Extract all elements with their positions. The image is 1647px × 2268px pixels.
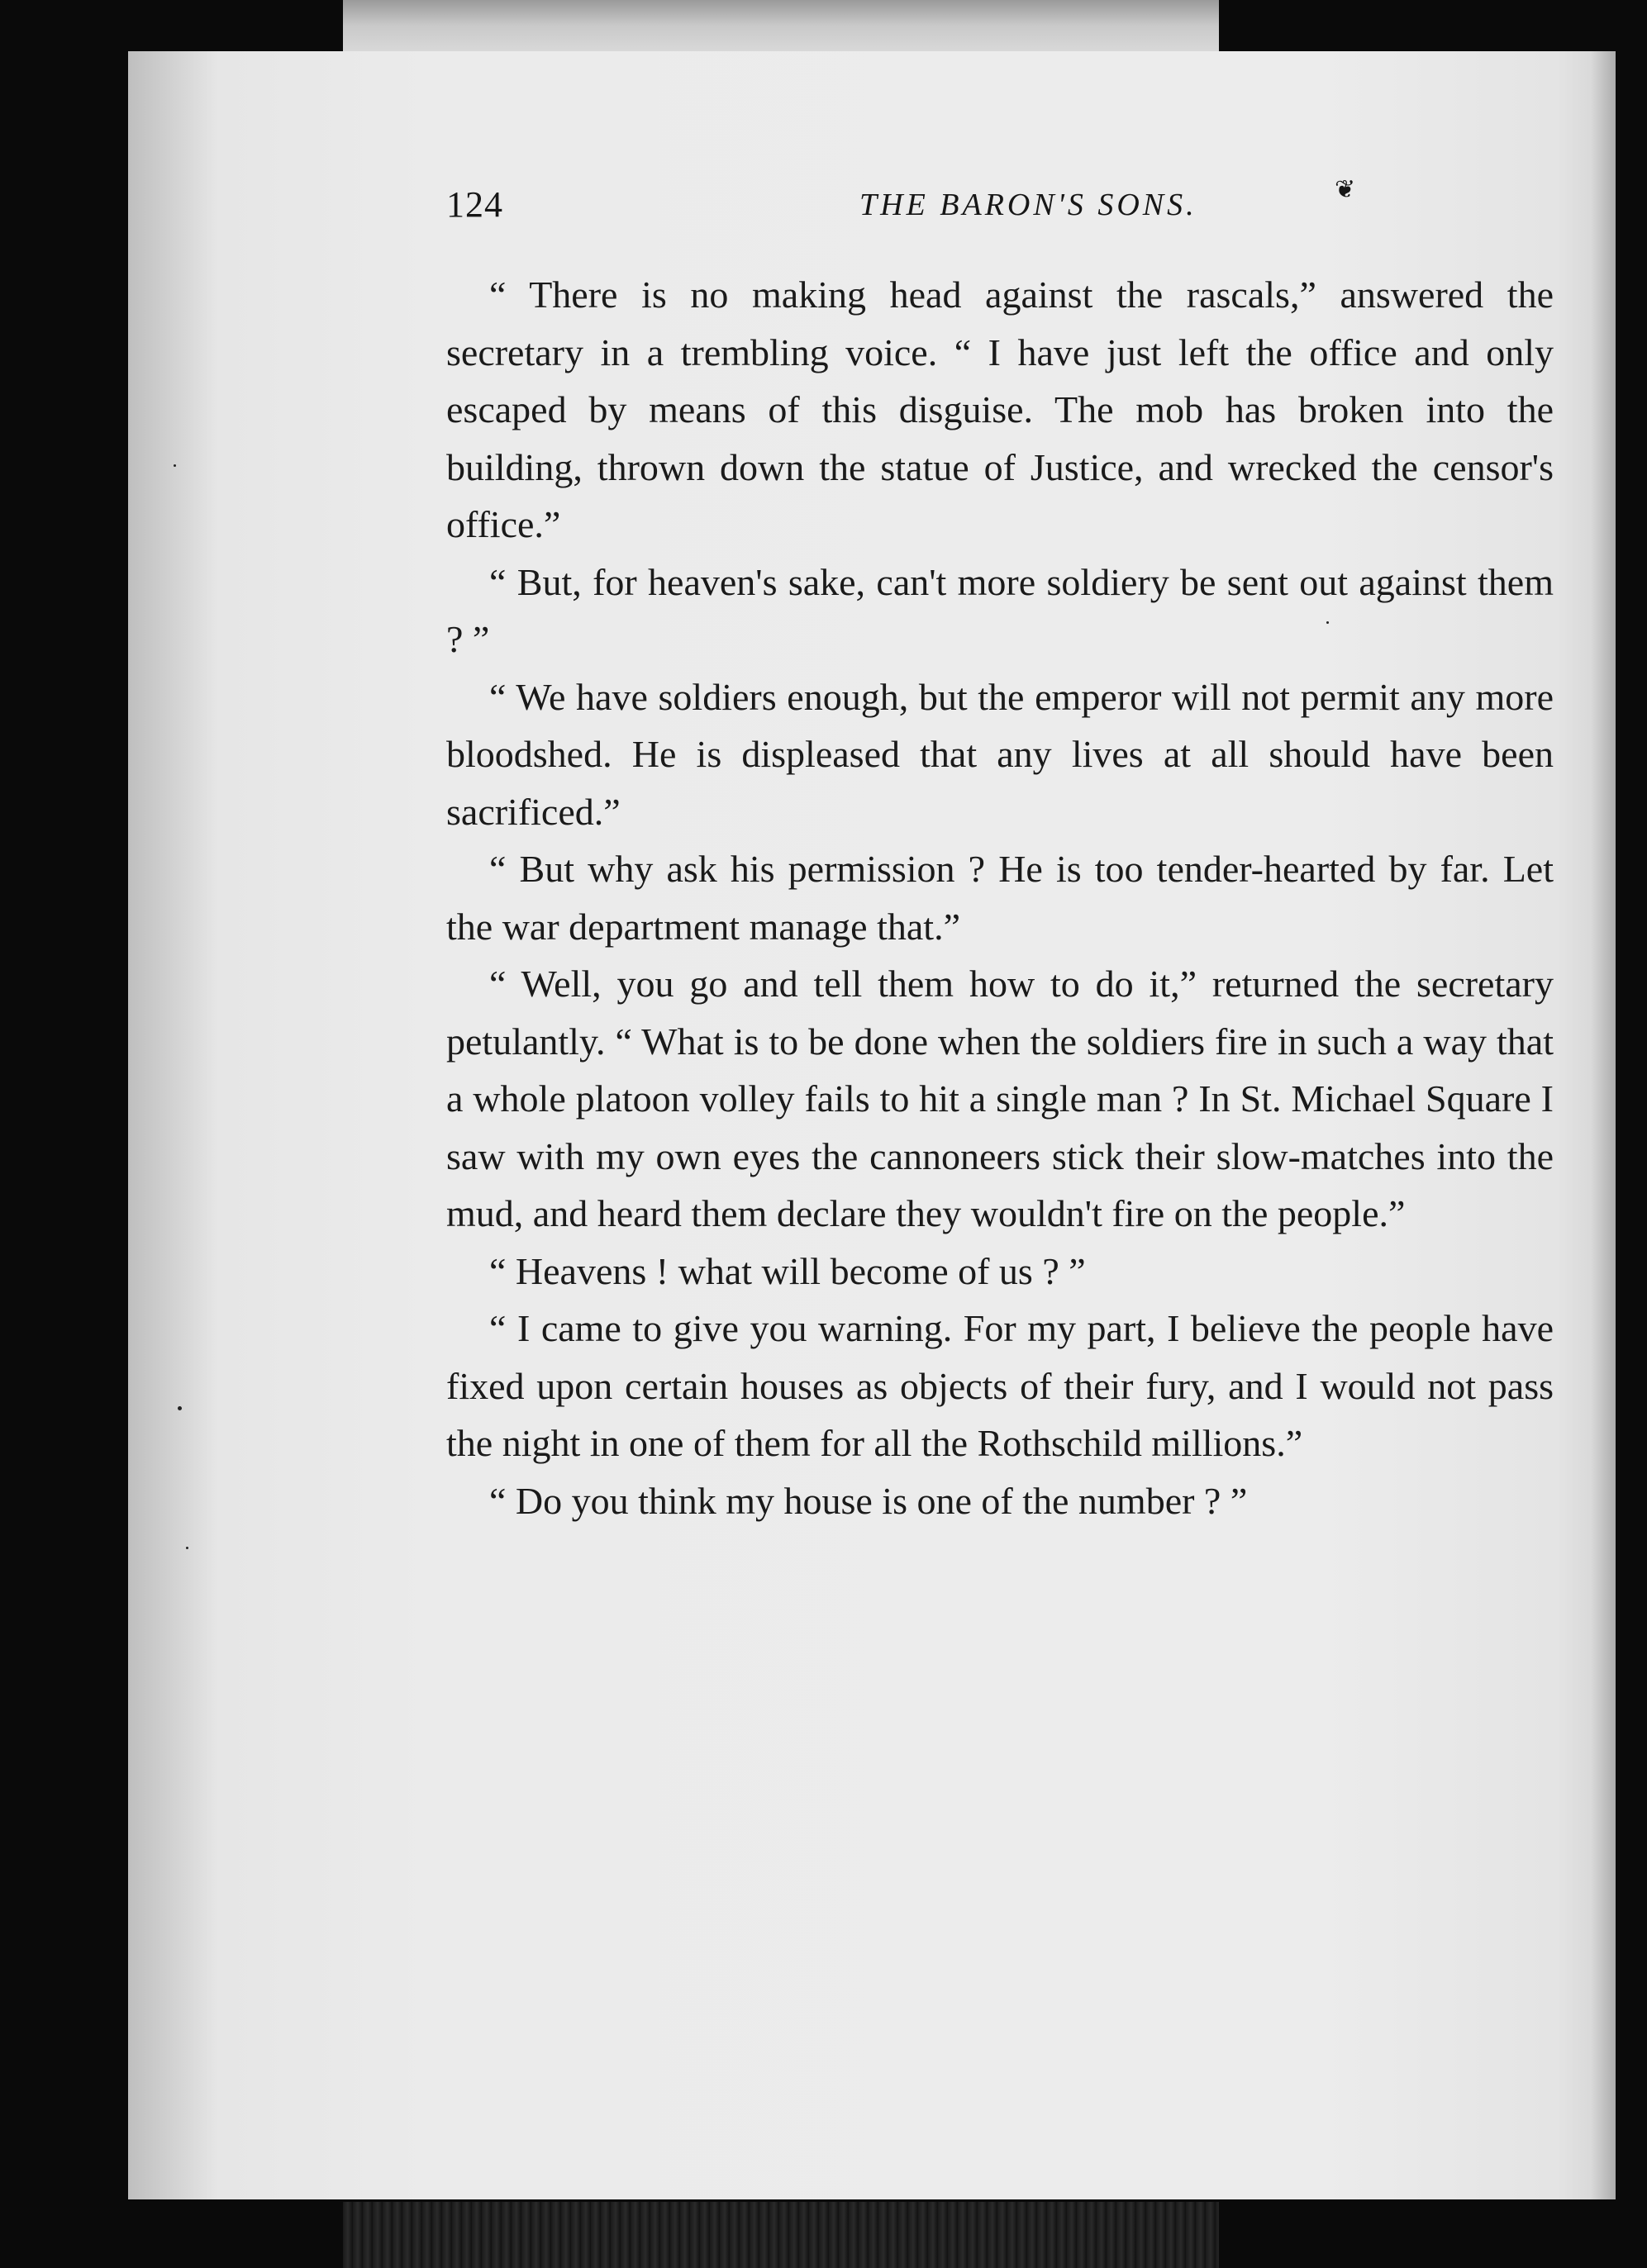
paragraph: “ We have soldiers enough, but the emperor will not permit any more bloodshed. He is displeased that any lives at all should have been sacrificed.” (446, 675, 1554, 833)
paragraph: “ Heavens ! what will become of us ? ” (489, 1249, 1086, 1292)
page-edge (1591, 51, 1616, 2199)
body-text (446, 266, 1554, 1529)
paragraph: “ Do you think my house is one of the number ? ” (489, 1479, 1248, 1522)
ornament-icon: ❦ (1335, 176, 1356, 203)
paragraph: “ But why ask his permission ? He is too tender-hearted by far. Let the war department manage that.” (446, 848, 1554, 948)
scanner-top-edge (343, 0, 1219, 51)
page-number: 124 (446, 184, 503, 225)
book-title: THE BARON'S SONS. (859, 188, 1197, 222)
paragraph: “ There is no making head against the rascals,” answered the secretary in a trembling voice. “ I have just left the office and only escaped by means of this disguise. The mob has broken into the building, thrown down the statue of Justice, and wrecked the censor's office.” (446, 273, 1554, 545)
paragraph: “ But, for heaven's sake, can't more soldiery be sent out against them ? ” (446, 560, 1554, 660)
page-gutter-shadow (128, 51, 219, 2199)
paragraph: “ I came to give you warning. For my part, I believe the people have fixed upon certain houses as objects of their fury, and I would not pass the night in one of them for all the Rothschild millions.” (446, 1307, 1554, 1464)
scanner-bottom-edge (343, 2202, 1219, 2268)
paragraph: “ Well, you go and tell them how to do it,” returned the secretary petulantly. “ What is to be done when the soldiers fire in such a way that a whole platoon volley fails to hit a single man ? In St. Michael Square I saw with my own eyes the cannoneers stick their slow-matches into the mud, and heard them declare they wouldn't fire on the people.” (446, 963, 1554, 1234)
running-head (446, 176, 1438, 241)
